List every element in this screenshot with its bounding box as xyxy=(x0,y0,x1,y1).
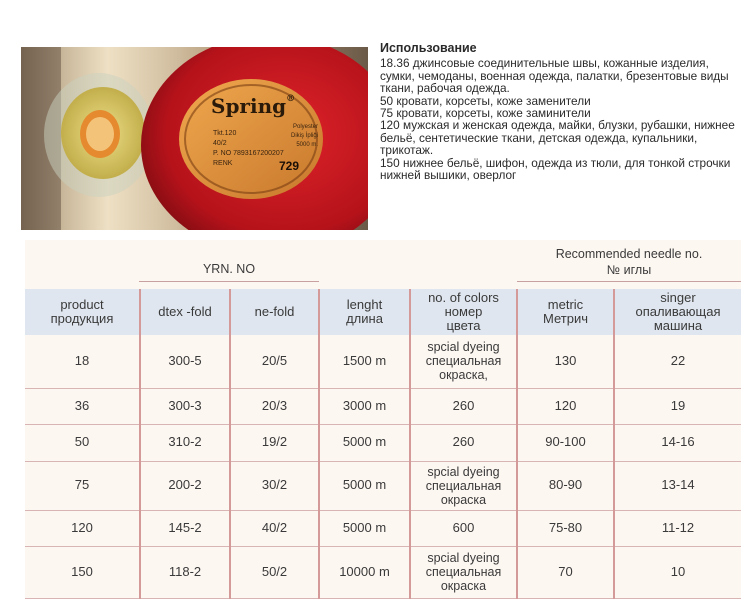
thread-spool-photo xyxy=(21,47,368,230)
header-dtex-fold: dtex -fold xyxy=(140,289,230,335)
table-row xyxy=(25,424,741,461)
label-line-2: 40/2 xyxy=(213,140,227,147)
header-metric: metric Метрич xyxy=(517,289,614,335)
table-row xyxy=(25,546,741,598)
cell-product: 36 xyxy=(25,388,140,424)
table-row xyxy=(25,388,741,424)
cell-product: 150 xyxy=(25,546,140,598)
cell-metric: 75-80 xyxy=(517,510,614,546)
cell-metric: 120 xyxy=(517,388,614,424)
cell-ne: 40/2 xyxy=(230,510,319,546)
cell-dtex: 145-2 xyxy=(140,510,230,546)
yarn-group-underline xyxy=(139,281,319,282)
spool-color-code: 729 xyxy=(279,159,300,173)
label-right-1: Polyester xyxy=(293,124,319,130)
cell-length: 5000 m xyxy=(319,510,410,546)
needle-group-label xyxy=(517,246,741,278)
cell-ne: 30/2 xyxy=(230,461,319,510)
cell-singer: 14-16 xyxy=(614,424,741,461)
brand-registered-mark: ® xyxy=(286,94,296,104)
cell-product: 75 xyxy=(25,461,140,510)
label-line-1: Tkt.120 xyxy=(213,130,237,137)
needle-group-line-2: № иглы xyxy=(606,263,652,277)
cell-length: 1500 m xyxy=(319,335,410,388)
usage-title: Использование xyxy=(380,41,477,55)
cell-product: 50 xyxy=(25,424,140,461)
usage-section xyxy=(380,42,740,181)
cell-dtex: 200-2 xyxy=(140,461,230,510)
cell-length: 10000 m xyxy=(319,546,410,598)
spec-table-section xyxy=(25,240,741,598)
cell-length: 5000 m xyxy=(319,461,410,510)
cell-dtex: 118-2 xyxy=(140,546,230,598)
cell-singer: 22 xyxy=(614,335,741,388)
cell-colors: spcial dyeing специальная окраска, xyxy=(410,335,517,388)
brand-name: Spring xyxy=(211,94,287,118)
header-singer: singer опаливающая машина xyxy=(614,289,741,335)
cell-metric: 130 xyxy=(517,335,614,388)
cell-dtex: 310-2 xyxy=(140,424,230,461)
table-row xyxy=(25,335,741,388)
cell-singer: 10 xyxy=(614,546,741,598)
header-colors: no. of colors номер цвета xyxy=(410,289,517,335)
spool-brand-text xyxy=(211,94,295,118)
cell-colors: spcial dyeing специальная окраска xyxy=(410,461,517,510)
cell-ne: 19/2 xyxy=(230,424,319,461)
spec-table-header-row xyxy=(25,289,741,335)
label-line-4: RENK xyxy=(213,160,233,167)
label-line-3: P. NO 7893167200207 xyxy=(213,150,284,157)
cell-dtex: 300-5 xyxy=(140,335,230,388)
usage-text: 18.36 джинсовые соединительные швы, кожанные изделия, сумки, чемоданы, военная одежда, палатки, брезентовые виды ткани, рабочая одежда. 50 кровати, корсеты, коже заменители 75 кровати, корсеты, коже заминители 120 мужская и женская одежда, майки, блузки, рубашки, нижнее бельё, сентетические ткани, детская одежда, купальники, трикотаж. 150 нижнее бельё, шифон, одежда из тюли, для тонкой строчки нижней вышики, оверлог xyxy=(380,56,735,183)
cell-product: 120 xyxy=(25,510,140,546)
cell-ne: 20/3 xyxy=(230,388,319,424)
label-right-2: Dikiş İpliği xyxy=(291,133,319,139)
spool-label-left xyxy=(213,129,284,169)
yarn-group-label: YRN. NO xyxy=(202,262,256,276)
header-ne-fold: ne-fold xyxy=(230,289,319,335)
cell-ne: 50/2 xyxy=(230,546,319,598)
cell-length: 5000 m xyxy=(319,424,410,461)
header-product: product продукция xyxy=(25,289,140,335)
cell-dtex: 300-3 xyxy=(140,388,230,424)
table-row xyxy=(25,510,741,546)
cell-colors: 260 xyxy=(410,388,517,424)
cell-metric: 70 xyxy=(517,546,614,598)
cell-product: 18 xyxy=(25,335,140,388)
cell-colors: 260 xyxy=(410,424,517,461)
cell-ne: 20/5 xyxy=(230,335,319,388)
needle-group-line-1: Recommended needle no. xyxy=(555,247,703,261)
table-row xyxy=(25,461,741,510)
cell-metric: 80-90 xyxy=(517,461,614,510)
label-right-3: 5000 m. xyxy=(296,142,319,148)
cell-singer: 19 xyxy=(614,388,741,424)
cell-length: 3000 m xyxy=(319,388,410,424)
needle-group-underline xyxy=(517,281,741,282)
spec-table xyxy=(25,289,741,599)
cell-singer: 13-14 xyxy=(614,461,741,510)
cell-metric: 90-100 xyxy=(517,424,614,461)
header-length: lenght длина xyxy=(319,289,410,335)
cell-singer: 11-12 xyxy=(614,510,741,546)
cell-colors: 600 xyxy=(410,510,517,546)
spool-label-right xyxy=(291,123,318,150)
cell-colors: spcial dyeing специальная окраска xyxy=(410,546,517,598)
